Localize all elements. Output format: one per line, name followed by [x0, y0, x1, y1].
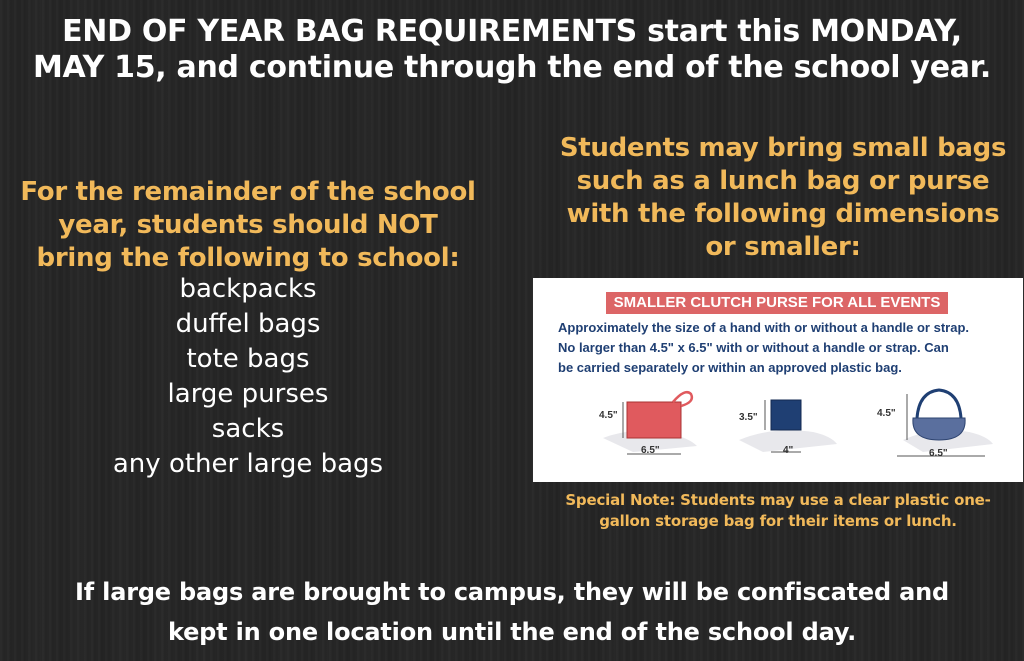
bag-3-height: 4.5" — [877, 408, 896, 419]
headline — [0, 14, 1024, 86]
prohibited-bag-list — [60, 272, 436, 482]
headline-line-2: MAY 15, and continue through the end of the school year. — [32, 50, 991, 85]
list-item: duffel bags — [175, 309, 321, 339]
special-note-line: gallon storage bag for their items or lunch. — [599, 512, 957, 530]
list-item: large purses — [167, 379, 329, 409]
list-item: any other large bags — [112, 449, 384, 479]
list-item: tote bags — [186, 344, 310, 374]
allowed-heading-line: Students may bring small bags — [559, 133, 1007, 163]
bag-2-height: 3.5" — [739, 412, 758, 423]
purse-desc-line: No larger than 4.5" x 6.5" with or without a handle or strap. Can — [558, 340, 949, 355]
prohibited-heading-line: year, students should NOT — [58, 210, 438, 240]
purse-desc-line: Approximately the size of a hand with or without a handle or strap. — [558, 320, 969, 335]
purse-desc-line: be carried separately or within an approved plastic bag. — [558, 360, 902, 375]
bag-3-width: 6.5" — [929, 448, 948, 459]
clutch-purse-panel — [533, 278, 1023, 482]
confiscation-notice — [0, 572, 1024, 652]
prohibited-heading-line: bring the following to school: — [36, 243, 460, 273]
footer-line: If large bags are brought to campus, they will be confiscated and — [75, 578, 949, 606]
allowed-heading — [538, 132, 1024, 264]
bag-1-width: 6.5" — [641, 445, 660, 456]
purse-banner: SMALLER CLUTCH PURSE FOR ALL EVENTS — [606, 292, 948, 314]
allowed-heading-line: or smaller: — [705, 232, 861, 262]
prohibited-heading — [8, 176, 488, 275]
bag-1-height: 4.5" — [599, 410, 618, 421]
headline-line-1: END OF YEAR BAG REQUIREMENTS start this MONDAY, — [62, 14, 962, 49]
bag-2-width: 4" — [783, 445, 794, 456]
footer-line: kept in one location until the end of the school day. — [167, 618, 856, 646]
allowed-heading-line: such as a lunch bag or purse — [576, 166, 990, 196]
list-item: sacks — [211, 414, 285, 444]
special-note-line: Special Note: Students may use a clear plastic one- — [565, 491, 991, 509]
allowed-heading-line: with the following dimensions — [566, 199, 1000, 229]
list-item: backpacks — [179, 274, 317, 304]
prohibited-heading-line: For the remainder of the school — [20, 177, 476, 207]
special-note — [532, 490, 1024, 532]
